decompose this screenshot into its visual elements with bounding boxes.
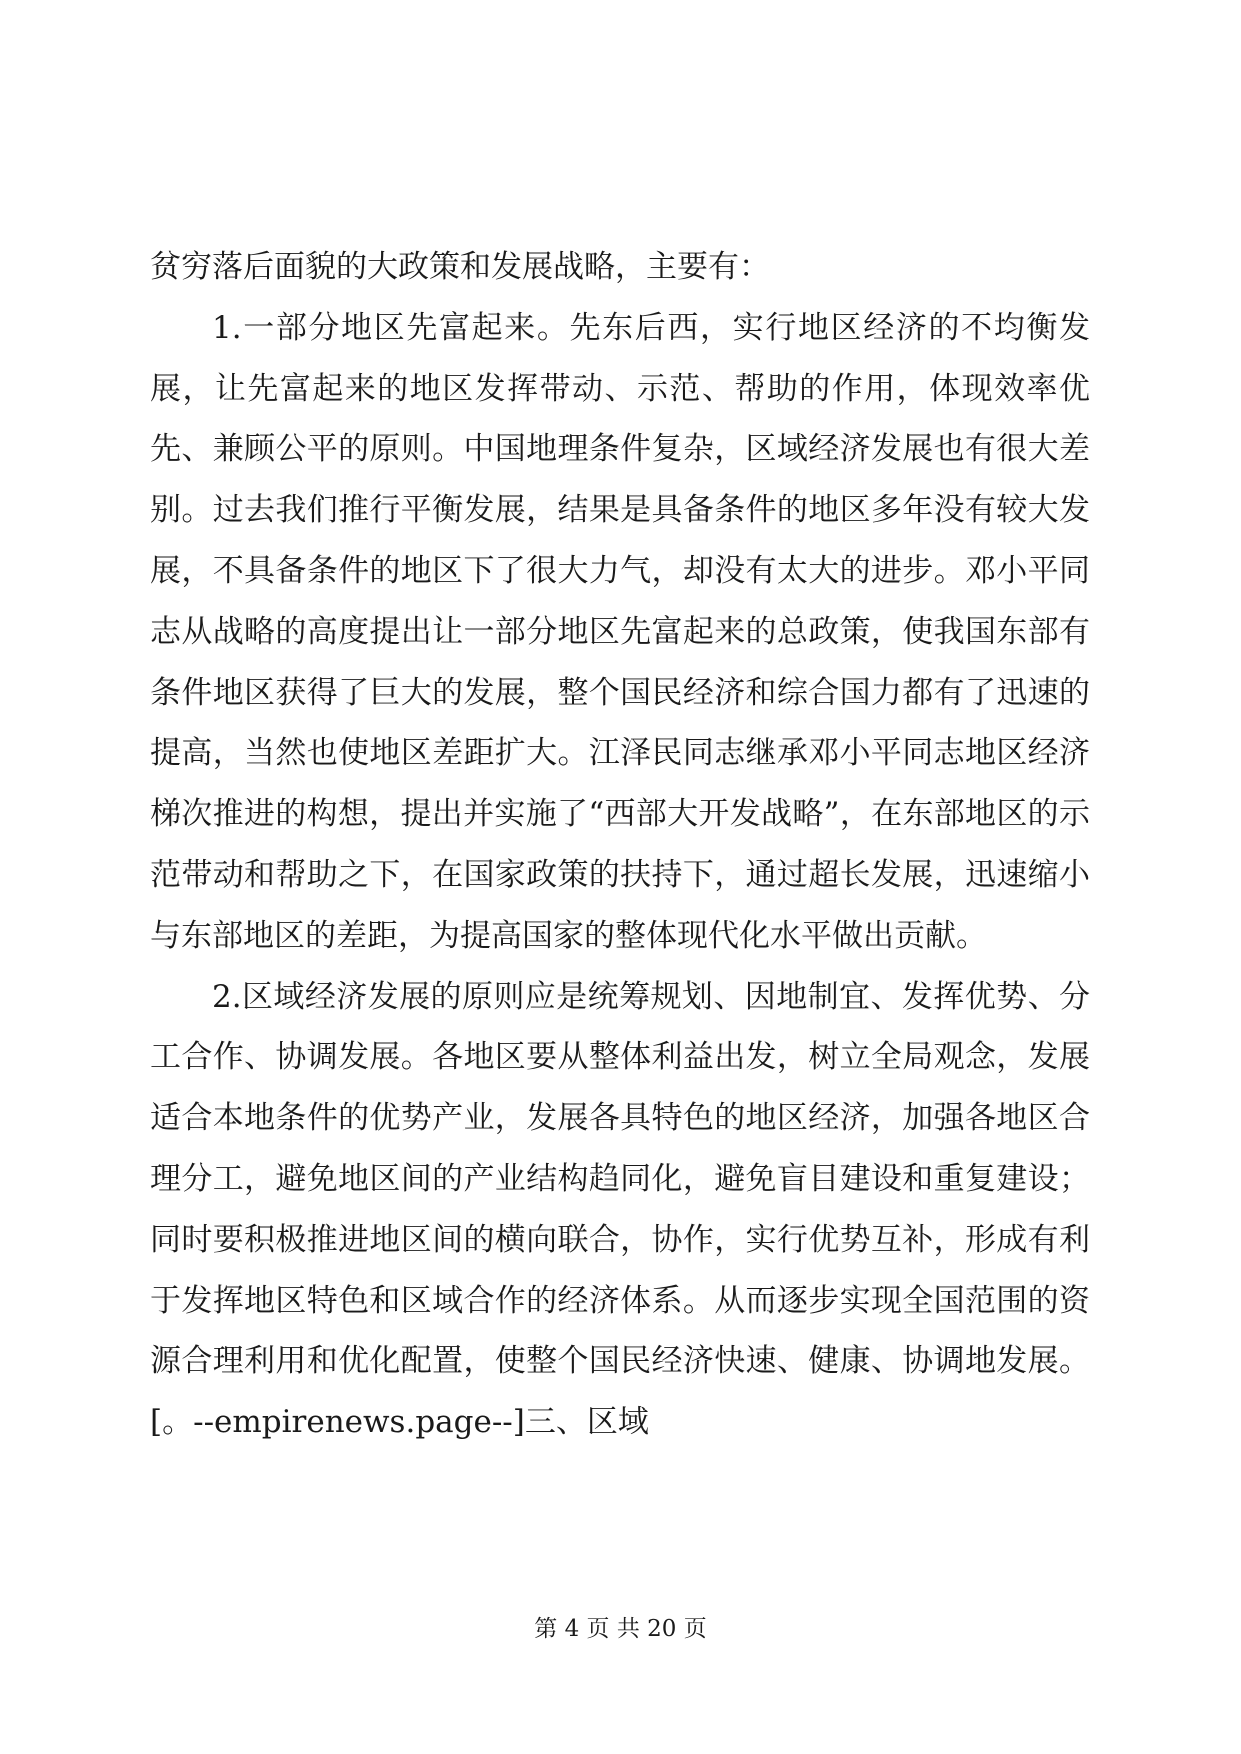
page-footer	[0, 1614, 1241, 1644]
paragraph-intro: 贫穷落后面貌的大政策和发展战略，主要有：	[150, 249, 770, 285]
paragraph-point-2: 2.区域经济发展的原则应是统筹规划、因地制宜、发挥优势、分工合作、协调发展。各地区要从整体利益出发，树立全局观念，发展适合本地条件的优势产业，发展各具特色的地区经济，加强各地区合理分工，避免地区间的产业结构趋同化，避免盲目建设和重复建设；同时要积极推进地区间的横向联合，协作，实行优势互补，形成有利于发挥地区特色和区域合作的经济体系。从而逐步实现全国范围的资源合理利用和优化配置，使整个国民经济快速、健康、协调地发展。[。--empirenews.page--]三、区域	[150, 978, 1090, 1441]
document-body	[150, 237, 1090, 1453]
page-number-label: 第 4 页 共 20 页	[534, 1616, 707, 1642]
paragraph-point-1: 1.一部分地区先富起来。先东后西，实行地区经济的不均衡发展，让先富起来的地区发挥带动、示范、帮助的作用，体现效率优先、兼顾公平的原则。中国地理条件复杂，区域经济发展也有很大差别。过去我们推行平衡发展，结果是具备条件的地区多年没有较大发展，不具备条件的地区下了很大力气，却没有太大的进步。邓小平同志从战略的高度提出让一部分地区先富起来的总政策，使我国东部有条件地区获得了巨大的发展，整个国民经济和综合国力都有了迅速的提高，当然也使地区差距扩大。江泽民同志继承邓小平同志地区经济梯次推进的构想，提出并实施了“西部大开发战略”，在东部地区的示范带动和帮助之下，在国家政策的扶持下，通过超长发展，迅速缩小与东部地区的差距，为提高国家的整体现代化水平做出贡献。	[150, 309, 1090, 954]
